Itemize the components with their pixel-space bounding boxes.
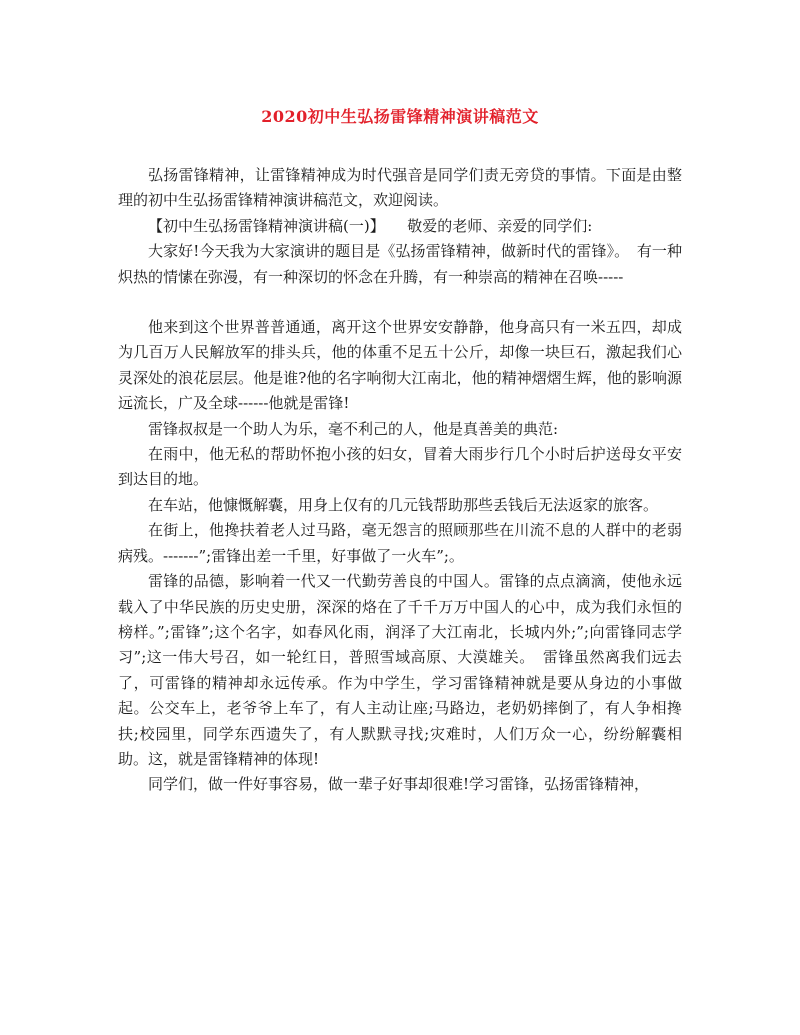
paragraph-station: 在车站，他慷慨解囊，用身上仅有的几元钱帮助那些丢钱后无法返家的旅客。 — [148, 495, 659, 514]
paragraph-rain: 在雨中，他无私的帮助怀抱小孩的妇女，冒着大雨步行几个小时后护送母女平安到达目的地。 — [118, 445, 682, 489]
paragraph-closing: 同学们，做一件好事容易，做一辈子好事却很难!学习雷锋，弘扬雷锋精神， — [148, 775, 650, 794]
paragraph-virtue: 雷锋的品德，影响着一代又一代勤劳善良的中国人。雷锋的点点滴滴，使他永远载入了中华民族的历史史册，深深的烙在了千千万万中国人的心中，成为我们永恒的榜样。”;雷锋”;这个名字，如春风化雨，润泽了大江南北，长城内外;”;向雷锋同志学习”;这一伟大号召，如一轮红日，普照雪域高原、大漠雄关。 雷锋虽然离我们远去了，可雷锋的精神却永远传承。作为中学生，学习雷锋精神就是要从身边的小事做起。公交车上，老爷爷上车了，有人主动让座;马路边，老奶奶摔倒了，有人争相搀扶;校园里，同学东西遗失了，有人默默寻找;灾难时，人们万众一心，纷纷解囊相助。这，就是雷锋精神的体现! — [118, 572, 682, 768]
paragraph-life: 他来到这个世界普普通通，离开这个世界安安静静，他身高只有一米五四，却成为几百万人民解放军的排头兵，他的体重不足五十公斤，却像一块巨石，激起我们心灵深处的浪花层层。他是谁?他的名字响彻大江南北，他的精神熠熠生辉，他的影响源远流长，广及全球------他就是雷锋! — [118, 318, 682, 413]
paragraph-greeting: 大家好!今天我为大家演讲的题目是《弘扬雷锋精神，做新时代的雷锋》。 有一种炽热的情愫在弥漫，有一种深切的怀念在升腾，有一种崇高的精神在召唤----- — [118, 242, 682, 286]
paragraph-intro: 弘扬雷锋精神，让雷锋精神成为时代强音是同学们责无旁贷的事情。下面是由整理的初中生弘扬雷锋精神演讲稿范文，欢迎阅读。 — [118, 166, 682, 210]
paragraph-speech-heading: 【初中生弘扬雷锋精神演讲稿(一)】 敬爱的老师、亲爱的同学们: — [148, 216, 593, 235]
document-title: 2020初中生弘扬雷锋精神演讲稿范文 — [261, 107, 539, 126]
paragraph-gap — [118, 290, 682, 315]
document-body — [118, 163, 682, 798]
paragraph-street: 在街上，他搀扶着老人过马路，毫无怨言的照顾那些在川流不息的人群中的老弱病残。-------”;雷锋出差一千里，好事做了一火车”;。 — [118, 521, 682, 565]
paragraph-example-intro: 雷锋叔叔是一个助人为乐，毫不利己的人，他是真善美的典范: — [148, 419, 559, 438]
